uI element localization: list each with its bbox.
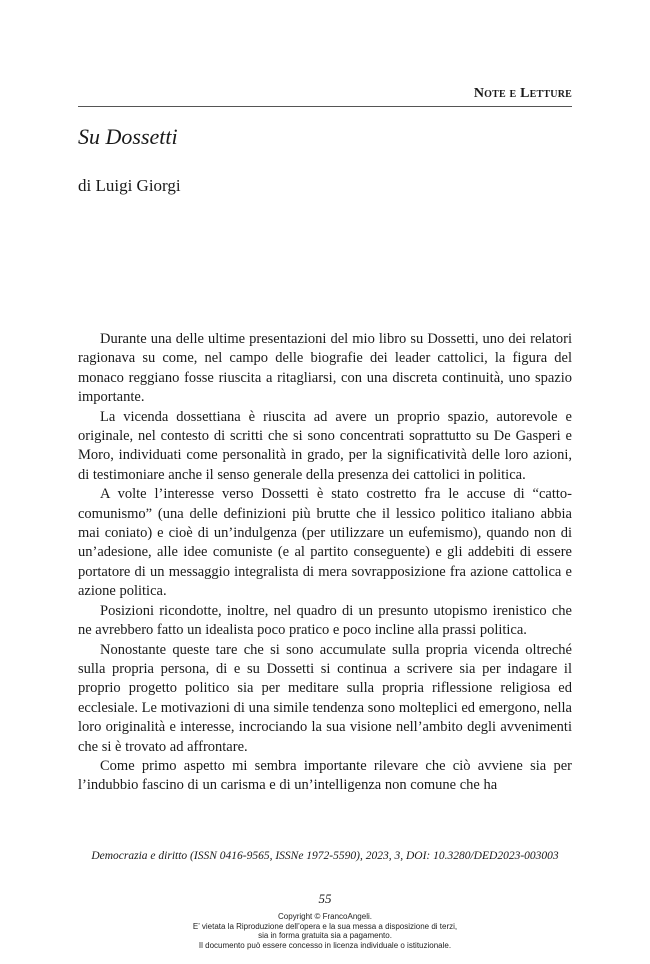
article-title: Su Dossetti: [78, 124, 178, 149]
copyright-line: sia in forma gratuita sia a pagamento.: [258, 931, 392, 941]
copyright-line: E’ vietata la Riproduzione dell’opera e la sua messa a disposizione di terzi,: [192, 921, 458, 931]
running-head: Note e Letture: [473, 86, 572, 101]
paragraph: A volte l’interesse verso Dossetti è stato costretto fra le accuse di “catto-comunismo” (una delle definizioni più brutte che il lessico politico italiano abbia mai coniato) e cioè di un’indulgenza (per utilizzare un eufemismo), quando non di un’adesione, alle idee comuniste (e al partito conseguente) e gli addebiti di essere portatore di un messaggio integralista di mera sovrapposizione fra azione cattolica e azione politica.: [78, 486, 572, 600]
page-number: 55: [318, 891, 332, 906]
header-rule: [78, 106, 572, 107]
copyright-line: Copyright © FrancoAngeli.: [278, 912, 372, 921]
paragraph: Durante una delle ultime presentazioni del mio libro su Dossetti, uno dei relatori ragionava su come, nel campo delle biografie dei leader cattolici, la figura del monaco reggiano fosse riuscita a ritagliarsi, con una discreta continuità, uno spazio importante.: [78, 331, 572, 406]
journal-citation: Democrazia e diritto (ISSN 0416-9565, ISSNe 1972-5590), 2023, 3, DOI: 10.3280/DED2023-003003: [91, 850, 559, 862]
paragraph: Nonostante queste tare che si sono accumulate sulla propria vicenda oltreché sulla propria persona, di e su Dossetti si continua a scrivere sia per indagare il proprio progetto politico sia per meditare sulla propria riflessione religiosa ed ecclesiale. Le motivazioni di una simile tendenza sono molteplici ed emergono, nella loro originalità e interesse, incrociando la sua visione nell’ambito degli avvenimenti che si è trovato ad affrontare.: [78, 641, 572, 755]
paragraph: Come primo aspetto mi sembra importante rilevare che ciò avviene sia per l’indubbio fascino di un carisma e di un’intelligenza non comune che ha: [78, 757, 572, 794]
article-body: [78, 330, 572, 796]
paragraph: La vicenda dossettiana è riuscita ad avere un proprio spazio, autorevole e originale, nel contesto di scritti che si sono concentrati soprattutto su De Gasperi e Moro, individuati come personalità in grado, per la significatività delle loro azioni, di testimoniare anche il senso generale della presenza dei cattolici in politica.: [78, 408, 572, 483]
article-author: di Luigi Giorgi: [78, 176, 181, 195]
paragraph: Posizioni ricondotte, inoltre, nel quadro di un presunto utopismo irenistico che ne avrebbero fatto un idealista poco pratico e poco incline alla prassi politica.: [78, 602, 572, 639]
copyright-line: Il documento può essere concesso in licenza individuale o istituzionale.: [198, 940, 452, 950]
copyright-notice: [0, 912, 650, 950]
